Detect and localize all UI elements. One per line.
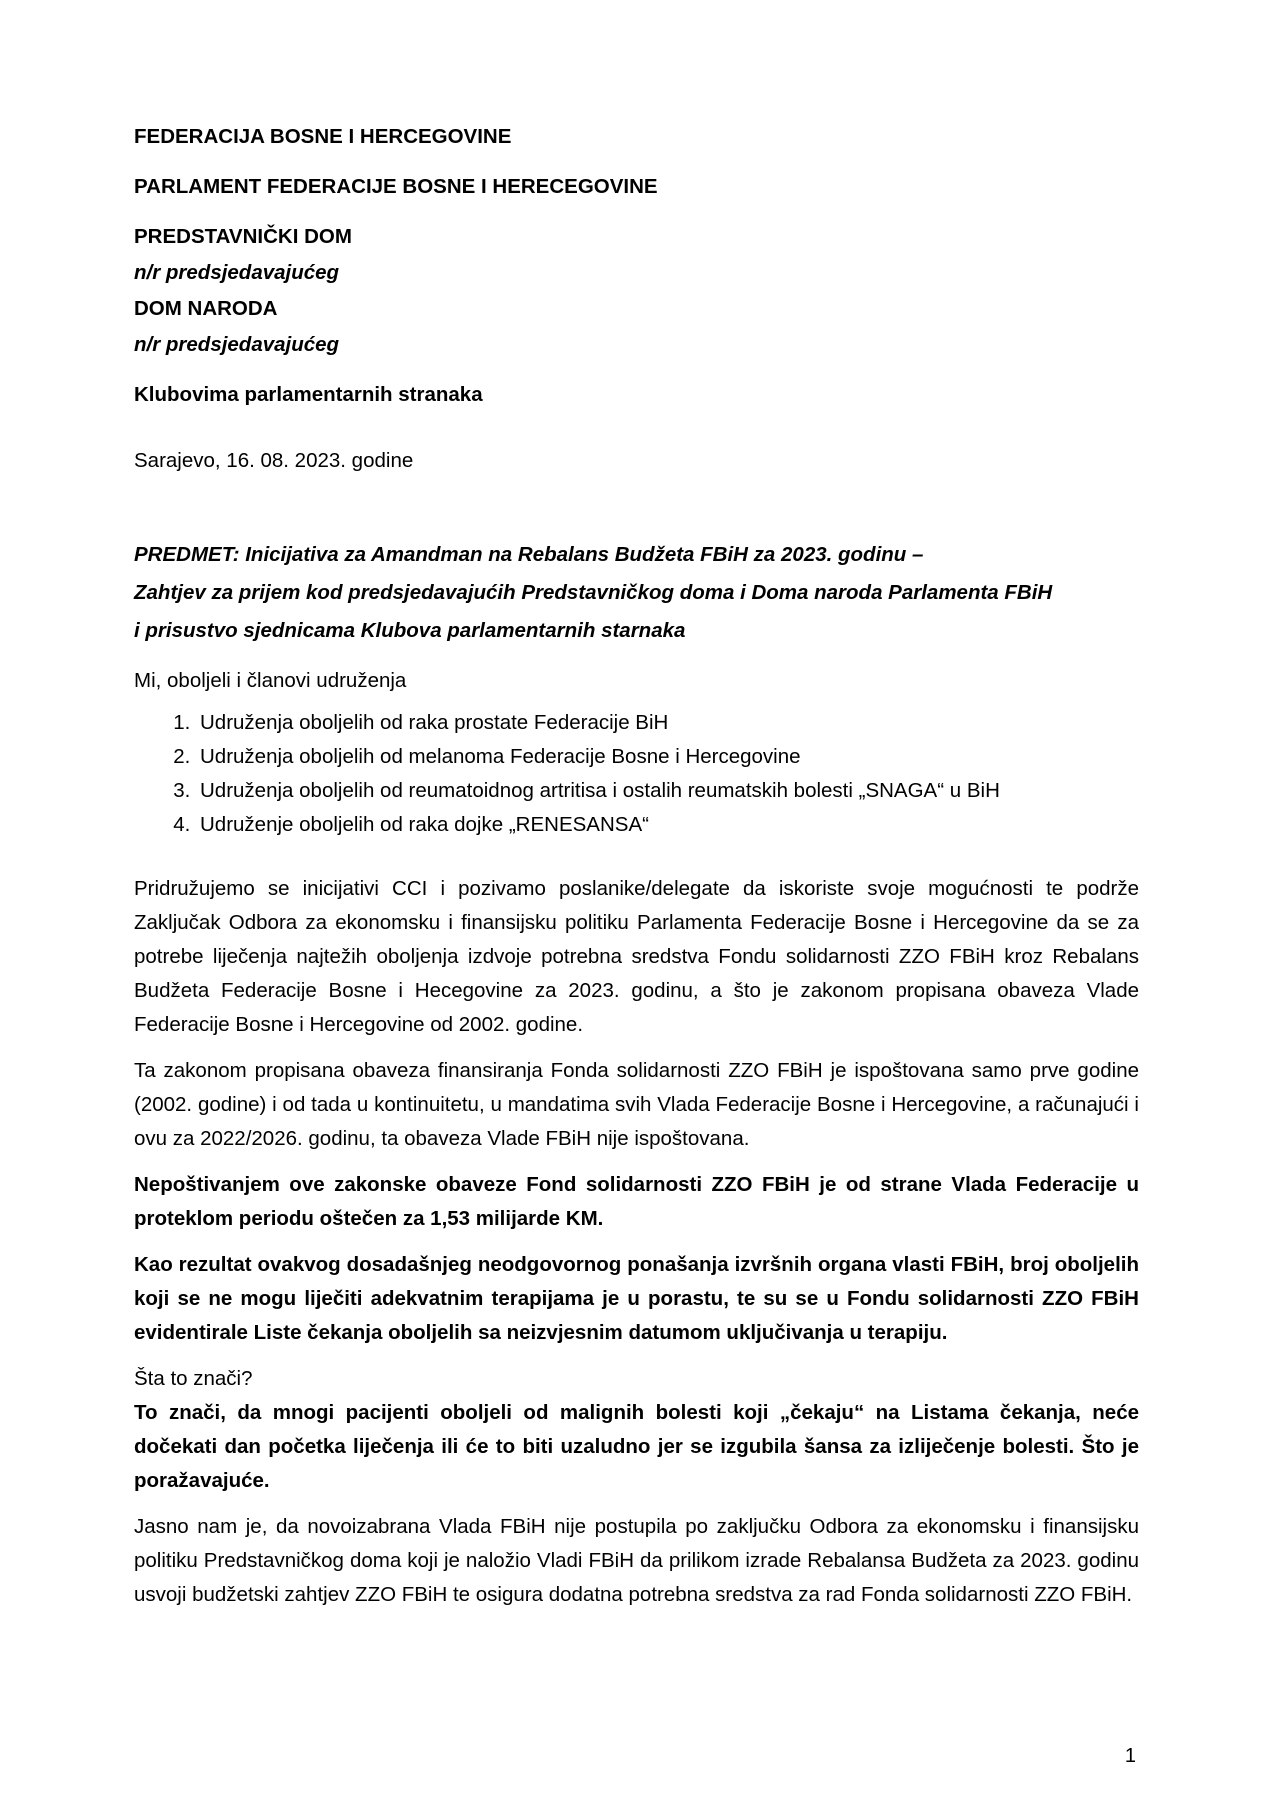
- page-number: 1: [1124, 1745, 1136, 1767]
- recipient-block: [134, 120, 1139, 412]
- paragraph-damage: Nepoštivanjem ove zakonske obaveze Fond solidarnosti ZZO FBiH je od strane Vlada Federacije u proteklom periodu oštečen za 1,53 milijarde KM.: [134, 1173, 1139, 1230]
- subject-line-1: PREDMET: Inicijativa za Amandman na Rebalans Budžeta FBiH za 2023. godinu –: [134, 543, 924, 566]
- paragraph-initiative: Pridružujemo se inicijativi CCI i pozivamo poslanike/delegate da iskoriste svoje mogućnosti te podrže Zaključak Odbora za ekonomsku i finansijsku politiku Parlamenta Federacije Bosne i Hercegovine da se za potrebe liječenja najtežih oboljenja izdvoje potrebna sredstva Fondu solidarnosti ZZO FBiH kroz Rebalans Budžeta Federacije Bosne i Hecegovine za 2023. godinu, a što je zakonom propisana obaveza Vlade Federacije Bosne i Hercegovine od 2002. godine.: [134, 877, 1139, 1036]
- subject-block: [134, 536, 1139, 650]
- recipient-parliament: PARLAMENT FEDERACIJE BOSNE I HERECEGOVINE: [134, 175, 658, 198]
- recipient-party-clubs: Klubovima parlamentarnih stranaka: [134, 383, 483, 406]
- paragraph-obligation: Ta zakonom propisana obaveza finansiranja Fonda solidarnosti ZZO FBiH je ispoštovana samo prve godine (2002. godine) i od tada u kontinuitetu, u mandatima svih Vlada Federacije Bosne i Hercegovine, a računajući i ovu za 2022/2026. godinu, ta obaveza Vlade FBiH nije ispoštovana.: [134, 1059, 1139, 1150]
- date-line: Sarajevo, 16. 08. 2023. godine: [134, 449, 414, 472]
- letter-body: [134, 120, 1139, 1624]
- list-item: 1. Udruženja oboljelih od raka prostate Federacije BiH: [196, 706, 1139, 740]
- list-item: 4. Udruženje oboljelih od raka dojke „RENESANSA“: [196, 808, 1139, 842]
- recipient-attention-1: n/r predsjedavajućeg: [134, 261, 340, 284]
- recipient-house-of-peoples: DOM NARODA: [134, 297, 278, 320]
- subject-line-3: i prisustvo sjednicama Klubova parlamentarnih starnaka: [134, 619, 686, 642]
- list-item: 2. Udruženja oboljelih od melanoma Federacije Bosne i Hercegovine: [196, 740, 1139, 774]
- paragraph-question: Šta to znači?: [134, 1367, 253, 1390]
- recipient-attention-2: n/r predsjedavajućeg: [134, 333, 340, 356]
- paragraph-government: Jasno nam je, da novoizabrana Vlada FBiH nije postupila po zaključku Odbora za ekonomsku i finansijsku politiku Predstavničkog doma koji je naložio Vladi FBiH da prilikom izrade Rebalansa Budžeta za 2023. godinu usvoji budžetski zahtjev ZZO FBiH te osigura dodatna potrebna sredstva za rad Fonda solidarnosti ZZO FBiH.: [134, 1515, 1139, 1606]
- subject-line-2: Zahtjev za prijem kod predsjedavajućih Predstavničkog doma i Doma naroda Parlamenta FBiH: [134, 581, 1053, 604]
- paragraph-consequence: Kao rezultat ovakvog dosadašnjeg neodgovornog ponašanja izvršnih organa vlasti FBiH, broj oboljelih koji se ne mogu liječiti adekvatnim terapijama je u porastu, te su se u Fondu solidarnosti ZZO FBiH evidentirale Liste čekanja oboljelih sa neizvjesnim datumom uključivanja u terapiju.: [134, 1253, 1139, 1344]
- intro-text: Mi, oboljeli i članovi udruženja: [134, 669, 407, 692]
- recipient-federation: FEDERACIJA BOSNE I HERCEGOVINE: [134, 125, 512, 148]
- list-item: 3. Udruženja oboljelih od reumatoidnog artritisa i ostalih reumatskih bolesti „SNAGA“ u BiH: [196, 774, 1139, 808]
- associations-list: [134, 706, 1139, 842]
- recipient-house-of-representatives: PREDSTAVNIČKI DOM: [134, 225, 352, 248]
- paragraph-answer: To znači, da mnogi pacijenti oboljeli od malignih bolesti koji „čekaju“ na Listama čekanja, neće dočekati dan početka liječenja ili će to biti uzaludno jer se izgubila šansa za izliječenje bolesti. Što je poražavajuće.: [134, 1401, 1139, 1492]
